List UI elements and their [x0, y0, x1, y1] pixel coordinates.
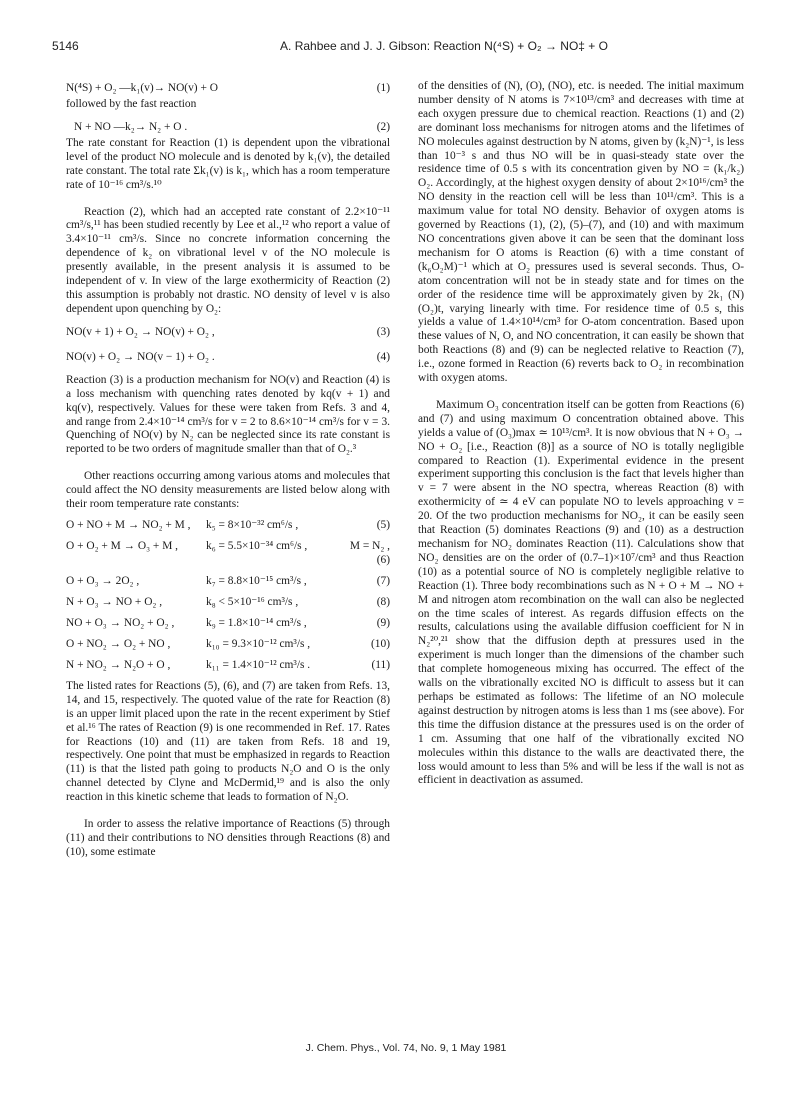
reaction-number: (8)	[376, 595, 390, 608]
page-number: 5146	[52, 39, 79, 53]
reaction-lhs: NO + O₃ → NO₂ + O₂ ,	[66, 616, 175, 629]
reaction-number: (7)	[376, 574, 390, 587]
reaction-lhs: N + O₃ → NO + O₂ ,	[66, 595, 163, 608]
reaction-rate: k₇ = 8.8×10⁻¹⁵ cm³/s ,	[206, 574, 307, 587]
reaction-rate: k₁₁ = 1.4×10⁻¹² cm³/s .	[206, 658, 311, 671]
reaction-10	[66, 638, 390, 652]
running-title: A. Rahbee and J. J. Gibson: Reaction N(⁴S) + O₂ → NO‡ + O	[280, 39, 608, 53]
reaction-number: (11)	[371, 658, 390, 671]
reaction-rate: k₁₀ = 9.3×10⁻¹² cm³/s ,	[206, 637, 311, 650]
reaction-9	[66, 617, 390, 631]
reaction-rate: k₈ < 5×10⁻¹⁶ cm³/s ,	[206, 595, 299, 608]
equation-4	[66, 351, 390, 365]
equation-number: (1)	[376, 82, 390, 94]
reaction-lhs: N + NO₂ → N₂O + O ,	[66, 658, 171, 671]
equation-text: NO(v) + O₂ → NO(v − 1) + O₂ .	[66, 350, 215, 363]
page-header	[52, 40, 766, 56]
reaction-5	[66, 519, 390, 533]
reaction-7	[66, 575, 390, 589]
paragraph: The rate constant for Reaction (1) is dependent upon the vibrational level of the product NO molecule and is denoted by k₁(v), the detailed rate constant. The total rate Σk₁(v) is k₁, which has a room temperature rate of 10⁻¹⁶ cm³/s.¹⁰	[66, 136, 390, 191]
equation-2	[66, 121, 390, 135]
equation-number: (2)	[376, 120, 390, 133]
reaction-rate: k₉ = 1.8×10⁻¹⁴ cm³/s ,	[206, 616, 307, 629]
page-footer: J. Chem. Phys., Vol. 74, No. 9, 1 May 1981	[305, 1042, 507, 1054]
equation-text: NO(v + 1) + O₂ → NO(v) + O₂ ,	[66, 325, 215, 338]
paragraph: Other reactions occurring among various atoms and molecules that could affect the NO density measurements are listed below along with their room temperature rate constants:	[66, 470, 390, 511]
right-column	[418, 80, 744, 788]
reaction-8	[66, 596, 390, 610]
paragraph: Reaction (2), which had an accepted rate constant of 2.2×10⁻¹¹ cm³/s,¹¹ has been studied recently by Lee et al.,¹² who report a value of 3.4×10⁻¹¹ cm³/s. Since no concrete information concerning the dependence of k₂ on vibrational level v of the NO molecule is presently available, in the present analysis it is assumed to be independent of v. In view of the large exothermicity of Reaction (2) this assumption is probably not drastic. NO density of level v is also dependent upon quenching by O₂:	[66, 205, 390, 315]
reaction-number: (6)	[376, 553, 390, 566]
reaction-condition: M = N₂ ,	[349, 539, 390, 552]
reaction-6	[66, 540, 390, 554]
reaction-lhs: O + NO + M → NO₂ + M ,	[66, 518, 191, 531]
paragraph: In order to assess the relative importance of Reactions (5) through (11) and their contributions to NO densities through Reactions (8) and (10), some estimate	[66, 818, 390, 858]
equation-text: N + NO —k₂→ N₂ + O .	[74, 120, 188, 133]
reaction-lhs: O + O₂ + M → O₃ + M ,	[66, 539, 179, 552]
paragraph: Reaction (3) is a production mechanism for NO(v) and Reaction (4) is a loss mechanism with quenching rates denoted by kq(v + 1) and kq(v), respectively. Values for these were taken from Refs. 3 and 4, and range from 2.4×10⁻¹⁴ cm³/s for v = 2 to 8.6×10⁻¹⁴ cm³/s for v = 3. Quenching of NO(v) by N₂ can be neglected since its rate constant is reported to be two orders of magnitude smaller than that of O₂.³	[66, 373, 390, 456]
equation-text: N(⁴S) + O₂ —k₁(v)→ NO(v) + O	[66, 82, 218, 94]
reaction-number: (9)	[376, 616, 390, 629]
equation-number: (4)	[376, 350, 390, 363]
reaction-lhs: O + NO₂ → O₂ + NO ,	[66, 637, 171, 650]
reaction-11	[66, 659, 390, 673]
paragraph: followed by the fast reaction	[66, 98, 197, 110]
left-column	[66, 80, 390, 860]
reaction-lhs: O + O₃ → 2O₂ ,	[66, 574, 140, 587]
paragraph: of the densities of (N), (O), (NO), etc. is needed. The initial maximum number density of N atoms is 7×10¹³/cm³ and decreases with time at each oxygen pressure due to chemical reaction. Reactions (1) and (2) are dominant loss mechanisms for nitrogen atoms and the lifetimes of NO molecules against destruction by N atoms, given by (k₂N)⁻¹, is less than 10⁻³ s and thus NO will be in quasi-steady state over the residence time of 0.5 s with its concentration given by NO = (k₁/k₂) O₂. Accordingly, at the highest oxygen density of about 2×10¹⁶/cm³ the NO density in the reaction cell will be less than 10¹¹/cm³. This is a maximum value for total NO density. Behavior of oxygen atoms is governed by Reactions (1), (2), (5)–(7), and (10) and with maximum NO concentrations given above it can be seen that the dominant loss mechanism for O atoms is Reaction (6) with a time constant of (k₆O₂M)⁻¹ which at O₂ pressures used is several seconds. Thus, O-atom concentration will not be in steady state and for times on the order of the residence time will be approximately given by 2k₁ (N)(O₂)t, varying linearly with time. For residence time of 0.5 s, this yields a value of 1.4×10¹⁴/cm³ for O-atom concentration. Based upon these values of N, O, and NO concentration, it can easily be shown that both Reactions (8) and (9) can be neglected relative to Reaction (7), i.e., ozone formed in Reaction (6) reverts back to O₂ in recombination with oxygen atoms.	[418, 80, 744, 385]
equation-number: (3)	[376, 325, 390, 338]
paragraph: Maximum O₃ concentration itself can be gotten from Reactions (6) and (7) and using maximum O concentration obtained above. This yields a value of (O₃)max ≃ 10¹³/cm³. It is now obvious that N + O₃ → NO + O₂ [i.e., Reaction (8)] as a source of NO is totally negligible compared to Reaction (1). Experimental evidence in the present experiment supporting this conclusion is the fact that levels higher than v = 7 were absent in the NO spectra, whereas Reaction (8) with exothermicity of ≃ 4 eV can populate NO to levels approaching v = 20. Of the two production mechanisms for NO₂, it can be easily seen that Reaction (5) dominates Reactions (9) and (10) as a destruction mechanism for NO₂ dominates Reaction (11). Calculations show that NO₂ densities are on the order of (0.7–1)×10⁷/cm³ and thus Reaction (10) as a potential source of NO is completely negligible relative to Reaction (1). Three body recombinations such as N + O + M → NO + M and nitrogen atom recombination on the wall can also be neglected on the time scales of interest. As regards diffusion effects on the results, calculations using the available diffusion coefficient for N in N₂²⁰,²¹ show that the diffusion depth at pressures used in the experiment is much longer than the dimensions of the chamber such that complete homogeneous mixing has occurred. The effect of the walls on the vibrationally excited NO is difficult to assess but it can perhaps be estimated as follows: The lifetime of an NO molecule against destruction by nitrogen atoms is less than 1 ms (see above). For this time the diffusion distance at the pressures used is on the order of 1 cm. Assuming that one half of the vibrationally excited NO molecules within this distance to the walls are deactivated there, the loss would amount to less than 5% and will be less if the wall is not as efficient in deactivation as assumed.	[418, 398, 744, 787]
paragraph: The listed rates for Reactions (5), (6), and (7) are taken from Refs. 13, 14, and 15, respectively. The quoted value of the rate for Reaction (8) is an upper limit placed upon the rate in the recent experiment by Stief et al.¹⁶ The rates of Reaction (9) is one recommended in Ref. 17. Rates for Reactions (10) and (11) are taken from Refs. 18 and 19, respectively. One point that must be emphasized in regards to Reaction (11) is that the listed path going to products N₂O and O is the only channel detected by Clyne and McDermid,¹⁹ and is also the only reaction in this kinetic scheme that leads to formation of N₂O.	[66, 679, 390, 804]
equation-1	[66, 82, 390, 96]
reaction-number: (10)	[371, 637, 390, 650]
equation-3	[66, 326, 390, 340]
reaction-rate: k₅ = 8×10⁻³² cm⁶/s ,	[206, 518, 299, 531]
reaction-rate: k₆ = 5.5×10⁻³⁴ cm⁶/s ,	[206, 539, 308, 552]
reaction-6-number-row	[66, 554, 390, 568]
reaction-number: (5)	[376, 518, 390, 531]
